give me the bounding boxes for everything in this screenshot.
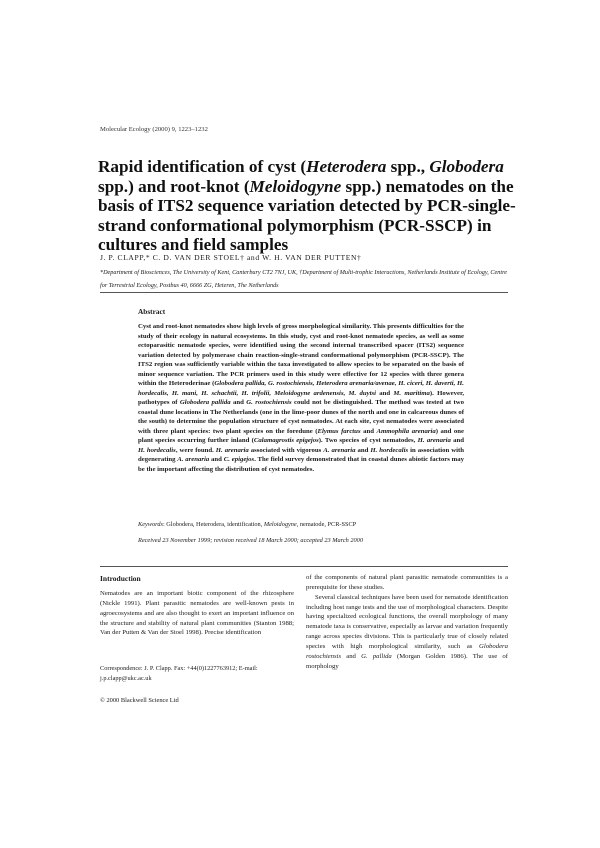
introduction-right-column (306, 573, 508, 671)
abstract-species: G. rostochiensis (246, 399, 292, 406)
abstract-species: H. hordecalis (370, 446, 409, 454)
abstract-species: Elymus farctus (317, 427, 361, 435)
divider (100, 292, 508, 293)
abstract-species: A. arenaria (323, 446, 356, 454)
title-genus: Globodera (429, 157, 504, 176)
abstract-text: . The field survey demonstrated that in coastal dunes abiotic factors may be the important affecting the distribution of cyst nematodes. (138, 456, 464, 473)
abstract-species: H. arenaria (215, 446, 249, 454)
abstract-text: associated with vigorous (248, 446, 324, 454)
keywords-text: , nematode, PCR-SSCP (296, 521, 357, 528)
abstract-text: , were found. (175, 446, 216, 454)
paragraph-species: G. pallida (361, 652, 392, 660)
abstract-text: ). Two species of cyst nematodes, (318, 437, 418, 444)
title-genus: Heterodera (306, 157, 387, 176)
abstract-text: and (355, 446, 371, 454)
abstract-body (138, 322, 464, 474)
abstract-species: Ammophila arenaria (376, 427, 436, 435)
paragraph-text: and (341, 652, 362, 660)
introduction-heading: Introduction (100, 574, 141, 583)
abstract-species: Calamagrostis epigejos (253, 437, 319, 444)
correspondence-note: Correspondence: J. P. Clapp. Fax: +44(0)1227763912; E-mail: j.p.clapp@ukc.ac.uk (100, 665, 258, 682)
abstract-text: and (360, 427, 377, 435)
abstract-species: Globodera pallida, G. rostochiensis, Heterodera arenaria/avenae, H. ciceri, H. daverti, H. hordecalis, H. mani, H. schachtii, H. trifolii, Meloidogyne ardenensis, M. duytsi (138, 380, 464, 397)
title-part: spp.) and root-knot ( (98, 176, 250, 196)
keywords (138, 521, 468, 528)
received-dates: Received 23 November 1999; revision received 18 March 2000; accepted 23 March 2000 (138, 537, 363, 544)
paragraph-text: Several classical techniques have been used for nematode identification including host range tests and the use of morphological characters. Despite having specialized ecological functions, the overall morphology of many nematode taxa is conservative, especially as larvae and variation frequently range across species divisions. This is particularly true of closely related species with high morphological similarity, such as (306, 593, 508, 650)
affiliations: *Department of Biosciences, The University of Kent, Canterbury CT2 7NJ, UK, †Department of Multi-trophic Interactions, Netherlands Institute of Ecology, Centre for Terrestrial Ecology, Postbus 40, 6666 ZG, Heteren, The Netherlands (100, 269, 508, 289)
paragraph: of the components of natural plant parasitic nematode communities is a prerequisite for these studies. (306, 574, 508, 591)
abstract-heading: Abstract (138, 307, 166, 316)
abstract-text: Cyst and root-knot nematodes show high levels of gross morphological similarity. This presents difficulties for the study of their ecology in natural ecosystems. In this study, cyst and root-knot nematode species, as well as some ectoparasitic nematode species, were identified using the second internal transcribed spacer (ITS2) sequence variation detected by polymerase chain reaction-single-strand conformational polymorphism (PCR-SSCP). The ITS2 region was sufficiently variable within the taxa investigated to allow species to be separated on the basis of minor sequence variation. The PCR primers used in this study were effective for 12 species with three genera within the Heteroderinae ( (138, 323, 465, 387)
abstract-text: and (209, 456, 224, 463)
abstract-species: C. epigejos (223, 456, 255, 463)
abstract-species: M. maritima (393, 389, 430, 397)
title-part: spp.) nematodes on the basis of ITS2 sequence variation detected by PCR-single-strand conformational polymorphism (PCR-SSCP) in cultures and field samples (98, 176, 516, 255)
author-list: J. P. CLAPP,* C. D. VAN DER STOEL† and W. H. VAN DER PUTTEN† (100, 253, 362, 262)
abstract-text: ) and one plant species occurring further inland ( (138, 427, 465, 444)
paragraph (306, 593, 508, 672)
title-genus: Meloidogyne (249, 176, 342, 196)
abstract-species: H. hordecalis (138, 446, 176, 454)
abstract-species: A. arenaria (177, 456, 210, 463)
abstract-text: and (450, 437, 464, 444)
copyright: © 2000 Blackwell Science Ltd (100, 697, 179, 704)
paragraph-species: Globodera rostochiensis (306, 642, 508, 660)
article-title (98, 157, 518, 255)
paragraph-text: (Morgan Golden 1986). The use of morphology (306, 652, 508, 670)
abstract-species: H. arenaria (417, 437, 451, 444)
abstract-text: in association with degenerating (138, 446, 464, 463)
keywords-text: : Globodera, Heterodera, identification, (162, 521, 264, 528)
introduction-left-column: Nematodes are an important biotic component of the rhizosphere (Nickle 1991). Plant parasitic nematodes are well-known pests in agroecosystems and are also thought to exert an important influence on the structure and stability of natural plant communities (Stanton 1988; Van der Putten & Van der Stoel 1998). Precise identification (100, 590, 294, 637)
abstract-species: Globodera pallida (179, 399, 231, 406)
abstract-text: ). However, pathotypes of (138, 389, 465, 406)
title-part: spp., (386, 157, 430, 176)
keywords-genus: Meloidogyne (263, 521, 297, 528)
title-part: Rapid identification of cyst ( (98, 157, 307, 176)
divider (100, 566, 508, 567)
keywords-label: Keywords (138, 521, 163, 528)
abstract-text: and (230, 399, 247, 406)
journal-reference: Molecular Ecology (2000) 9, 1223–1232 (100, 126, 208, 133)
abstract-text: could not be distinguished. The method was tested at two coastal dune locations in The Netherlands (one in the lime-poor dunes of the north and one in calcareous dunes of the south) to determine the population structure of cyst nematodes. At each site, cyst nematodes were associated with three plant species: two plant species on the foredune ( (138, 399, 464, 435)
abstract-text: and (375, 389, 394, 397)
